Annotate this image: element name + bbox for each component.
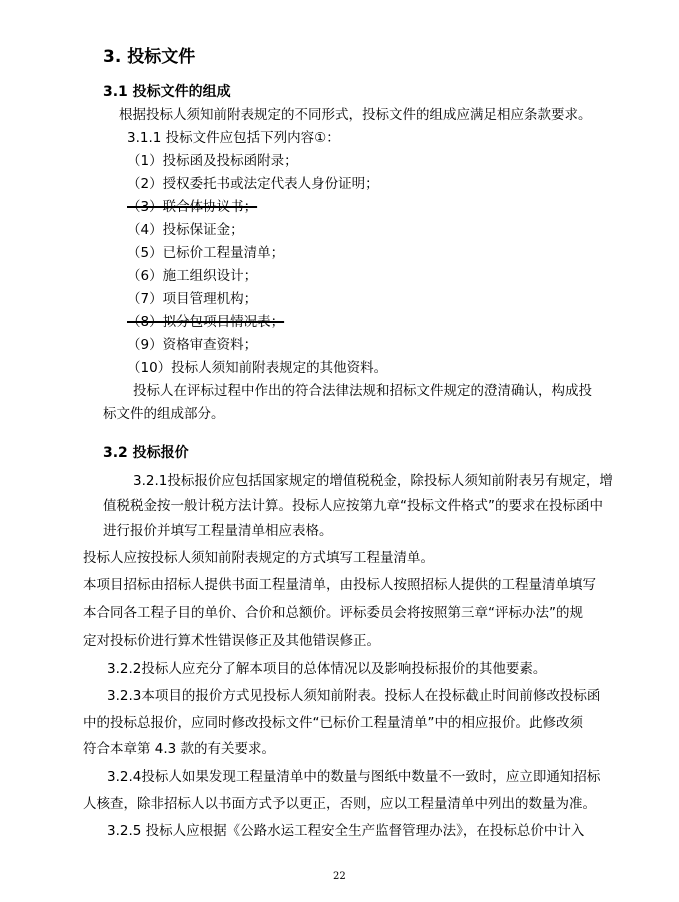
list-item: （5）已标价工程量清单； [127,245,285,261]
closing-paragraph-line: 投标人在评标过程中作出的符合法律法规和招标文件规定的澄清确认，构成投 [133,383,592,399]
subsection-heading-3-2: 3.2 投标报价 [103,445,189,461]
paragraph-3-2-1-line: 进行报价并填写工程量清单相应表格。 [103,523,333,539]
paragraph-line: 定对投标价进行算术性错误修正及其他错误修正。 [83,633,380,649]
paragraph-line: 本合同各工程子目的单价、合价和总额价。评标委员会将按照第三章“评标办法”的规 [83,605,583,621]
intro-paragraph: 根据投标人须知前附表规定的不同形式，投标文件的组成应满足相应条款要求。 [119,107,592,123]
paragraph-line: 本项目招标由招标人提供书面工程量清单，由投标人按照招标人提供的工程量清单填写 [83,577,596,593]
paragraph-3-2-4-line: 人核查，除非招标人以书面方式予以更正，否则，应以工程量清单中列出的数量为准。 [83,796,596,812]
paragraph-3-2-5: 3.2.5 投标人应根据《公路水运工程安全生产监督管理办法》，在投标总价中计入 [107,823,585,839]
clause-3-1-1: 3.1.1 投标文件应包括下列内容①： [127,130,340,146]
list-item: （9）资格审查资料； [127,337,258,353]
paragraph-3-2-4-line: 3.2.4投标人如果发现工程量清单中的数量与图纸中数量不一致时，应立即通知招标 [107,769,601,785]
paragraph-3-2-1-line: 3.2.1投标报价应包括国家规定的增值税税金，除投标人须知前附表另有规定，增 [133,473,613,489]
paragraph-3-2-1-line: 值税税金按一般计税方法计算。投标人应按第九章“投标文件格式”的要求在投标函中 [103,498,603,514]
paragraph-3-2-3-line: 中的投标总报价，应同时修改投标文件“已标价工程量清单”中的相应报价。此修改须 [83,715,583,731]
list-item: （2）授权委托书或法定代表人身份证明； [127,176,379,192]
list-item: （6）施工组织设计； [127,268,258,284]
list-item: （10）投标人须知前附表规定的其他资料。 [127,360,388,376]
list-item-struck: （8）拟分包项目情况表； [127,314,285,330]
list-item-struck: （3）联合体协议书； [127,199,258,215]
section-title: 3. 投标文件 [103,47,196,67]
subsection-heading-3-1: 3.1 投标文件的组成 [103,84,231,100]
paragraph-3-2-3-line: 符合本章第 4.3 款的有关要求。 [83,741,276,757]
paragraph-line: 投标人应按投标人须知前附表规定的方式填写工程量清单。 [83,550,434,566]
paragraph-3-2-3-line: 3.2.3本项目的报价方式见投标人须知前附表。投标人在投标截止时间前修改投标函 [107,688,601,704]
list-item: （1）投标函及投标函附录； [127,153,298,169]
list-item: （7）项目管理机构； [127,291,258,307]
page-number: 22 [333,871,346,882]
list-item: （4）投标保证金； [127,222,244,238]
paragraph-3-2-2: 3.2.2投标人应充分了解本项目的总体情况以及影响投标报价的其他要素。 [107,661,547,677]
closing-paragraph-line: 标文件的组成部分。 [103,406,225,422]
